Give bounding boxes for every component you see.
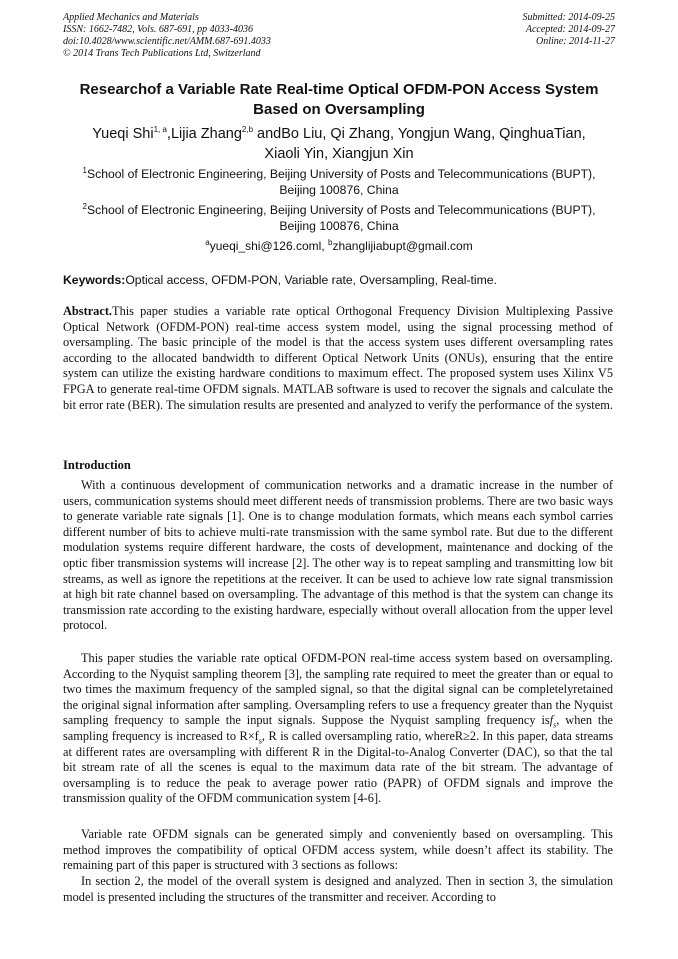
intro-paragraph-2 <box>63 651 613 807</box>
p2-fs-symbol: f <box>549 713 554 728</box>
abstract-text: This paper studies a variable rate optical Orthogonal Frequency Division Multiplexing Passive Optical Network (OFDM-PON) real-time access system model, using the signal processing method of oversampling. The basic principle of the model is that the access system uses different oversampling rates according to the allocated bandwidth to different Optical Network Units (ONUs), ensuring that the entire system can utilize the existing hardware conditions to maximum effect. The proposed system uses Xilinx V5 FPGA to generate real-time OFDM signals. MATLAB software is used to recover the signals and calculate the bit error rate (BER). The simulation results are presented and analyzed to verify the performance of the system. <box>63 304 613 412</box>
intro-paragraph-1: With a continuous development of communication networks and a dramatic increase in the number of users, communication systems should meet different needs of transmission problems. There are two basic ways to generate variable rate signals [1]. One is to change modulation formats, which means each symbol carries different number of bits to achieve multi-rate transmission with the same symbol rate. But due to the different modulation systems require different hardware, the costs of development, maintenance and docking of the optic fiber transmission systems will increase [2]. The other way is to repeat sampling and transmitting low bit streams, as well as ignore the repetitions at the receiver. It can be used to achieve low rate signal transmission at high bit rate channel based on oversampling. The advantage of this method is that the system can change its transmission rate according to the existing hardware, especially without overall allocation from the upper level protocol. <box>63 478 613 633</box>
email-b[interactable]: zhanglijiabupt@gmail.com <box>332 239 473 253</box>
dates-header <box>523 12 616 48</box>
author-first: Yueqi Shi <box>92 126 154 142</box>
p2-rfs-subscript: s <box>258 736 262 746</box>
author-line-1 <box>40 124 638 144</box>
author-rest-1: andBo Liu, Qi Zhang, Yongjun Wang, QinghuaTian, <box>253 126 586 142</box>
affiliation-1 <box>40 166 638 198</box>
section-heading-introduction: Introduction <box>63 458 131 472</box>
intro-paragraph-4: In section 2, the model of the overall system is designed and analyzed. Then in section 3, the simulation model is presented including the structures of the transmitter and receiver. According to <box>63 874 613 904</box>
p2-part-b: , when the sampling frequency is increased to R×f <box>63 713 613 743</box>
title-line-1: Researchof a Variable Rate Real-time Optical OFDM-PON Access System <box>79 81 599 98</box>
author-emails <box>40 238 638 254</box>
affiliation-2 <box>40 202 638 234</box>
online-date: Online: 2014-11-27 <box>536 36 615 47</box>
affiliation-1-text: School of Electronic Engineering, Beijing University of Posts and Telecommunications (BUPT), <box>86 167 596 181</box>
issn-line: ISSN: 1662-7482, Vols. 687-691, pp 4033-4036 <box>63 24 253 35</box>
abstract-label: Abstract. <box>63 304 113 318</box>
paper-title <box>40 80 638 120</box>
submitted-date: Submitted: 2014-09-25 <box>522 12 615 23</box>
author-list <box>40 124 638 164</box>
author-second-affil: 2,b <box>241 125 254 135</box>
p2-part-c: , R is called oversampling ratio, whereR≥2. In this paper, data streams at different rates are oversampling with different R in the Digital-to-Analog Converter (DAC), so that the tal bit stream rate of all the scenes is equal to the maximum data rate of the bit stream. The advantage of oversampling is to reduce the peak to average power ratio (PAPR) of OFDM signals and improve the transmission quality of the OFDM communication system [4-6]. <box>63 728 614 806</box>
affiliation-1-line-1 <box>40 166 638 182</box>
email-a-sup: a <box>205 238 210 247</box>
email-b-sup: b <box>328 238 333 247</box>
intro-paragraph-3: Variable rate OFDM signals can be generated simply and conveniently based on oversampling. This method improves the compatibility of optical OFDM access system, while doesn’t affect its stability. The remaining part of this paper is structured with 3 sections as follows: <box>63 827 613 873</box>
affiliation-2-line-2: Beijing 100876, China <box>279 219 399 233</box>
affiliation-2-line-1 <box>40 202 638 218</box>
keywords-text: Optical access, OFDM-PON, Variable rate, Oversampling, Real-time. <box>125 273 497 287</box>
author-first-affil: 1, a <box>153 125 167 135</box>
journal-name: Applied Mechanics and Materials <box>63 12 199 23</box>
affiliation-2-text: School of Electronic Engineering, Beijing University of Posts and Telecommunications (BUPT), <box>86 203 596 217</box>
affiliation-1-sup: 1 <box>82 165 87 175</box>
keywords <box>63 272 497 288</box>
accepted-date: Accepted: 2014-09-27 <box>525 24 615 35</box>
keywords-label: Keywords: <box>63 273 126 287</box>
p2-fs-subscript: s <box>553 720 557 730</box>
copyright-line: © 2014 Trans Tech Publications Ltd, Switzerland <box>63 48 261 59</box>
journal-header <box>63 12 271 60</box>
title-line-2: Based on Oversampling <box>253 101 425 118</box>
email-a[interactable]: yueqi_shi@126.coml, <box>209 239 328 253</box>
doi-link[interactable]: doi:10.4028/www.scientific.net/AMM.687-691.4033 <box>63 36 271 47</box>
author-line-2: Xiaoli Yin, Xiangjun Xin <box>264 146 414 162</box>
author-second: ,Lijia Zhang <box>166 126 242 142</box>
affiliation-1-line-2: Beijing 100876, China <box>279 183 399 197</box>
p2-part-a: This paper studies the variable rate optical OFDM-PON real-time access system based on oversampling. According to the Nyquist sampling theorem [3], the sampling rate required to meet the greater than or equal to two times the maximum frequency of the sampled signal, so that the digital signal can be completelyretained the original signal information after sampling. Oversampling refers to use a frequency greater than the Nyquist sampling frequency to sample the input signals. Suppose the Nyquist sampling frequency is <box>63 651 613 728</box>
affiliation-2-sup: 2 <box>82 201 87 211</box>
abstract <box>63 304 613 413</box>
